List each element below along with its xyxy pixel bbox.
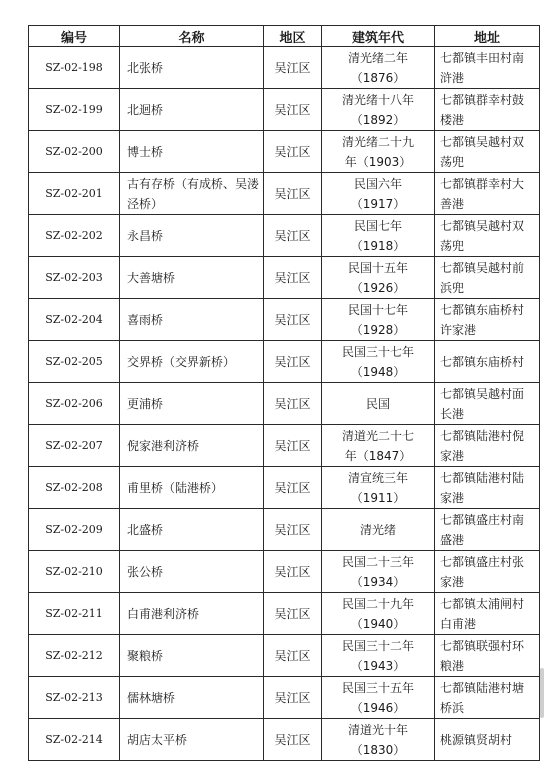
cell-address: 七都镇太浦闸村白甫港 — [435, 593, 540, 635]
cell-name: 永昌桥 — [120, 215, 264, 257]
header-name: 名称 — [120, 26, 264, 47]
cell-code: SZ-02-205 — [29, 341, 120, 383]
header-area: 地区 — [264, 26, 322, 47]
cell-code: SZ-02-198 — [29, 47, 120, 89]
cell-code: SZ-02-209 — [29, 509, 120, 551]
cell-year: 民国七年 （1918） — [322, 215, 435, 257]
cell-area: 吴江区 — [264, 47, 322, 89]
cell-area: 吴江区 — [264, 593, 322, 635]
table-row — [29, 89, 540, 131]
cell-code: SZ-02-200 — [29, 131, 120, 173]
cell-address: 七都镇吴越村双荡兜 — [435, 131, 540, 173]
table-row — [29, 425, 540, 467]
cell-name: 更浦桥 — [120, 383, 264, 425]
cell-area: 吴江区 — [264, 215, 322, 257]
cell-area: 吴江区 — [264, 425, 322, 467]
cell-year: 民国十七年 （1928） — [322, 299, 435, 341]
cell-name: 北盛桥 — [120, 509, 264, 551]
table-row — [29, 719, 540, 761]
cell-name: 大善塘桥 — [120, 257, 264, 299]
cell-area: 吴江区 — [264, 257, 322, 299]
cell-area: 吴江区 — [264, 677, 322, 719]
cell-address: 七都镇吴越村前浜兜 — [435, 257, 540, 299]
cell-year: 民国二十三年 （1934） — [322, 551, 435, 593]
cell-name: 张公桥 — [120, 551, 264, 593]
cell-address: 七都镇盛庄村张家港 — [435, 551, 540, 593]
cell-area: 吴江区 — [264, 509, 322, 551]
cell-code: SZ-02-214 — [29, 719, 120, 761]
cell-address: 七都镇陆港村倪家港 — [435, 425, 540, 467]
cell-year: 清光绪二十九 年（1903） — [322, 131, 435, 173]
table-row — [29, 467, 540, 509]
table-row — [29, 509, 540, 551]
cell-address: 七都镇联强村环粮港 — [435, 635, 540, 677]
cell-year: 民国三十五年 （1946） — [322, 677, 435, 719]
cell-area: 吴江区 — [264, 299, 322, 341]
cell-address: 七都镇盛庄村南盛港 — [435, 509, 540, 551]
cell-year: 民国十五年 （1926） — [322, 257, 435, 299]
cell-year: 民国 — [322, 383, 435, 425]
cell-name: 儒林塘桥 — [120, 677, 264, 719]
cell-name: 喜雨桥 — [120, 299, 264, 341]
bridge-table — [28, 25, 540, 761]
cell-address: 七都镇吴越村面长港 — [435, 383, 540, 425]
cell-address: 七都镇丰田村南浒港 — [435, 47, 540, 89]
cell-area: 吴江区 — [264, 551, 322, 593]
cell-year: 清宣统三年 （1911） — [322, 467, 435, 509]
table-row — [29, 257, 540, 299]
cell-code: SZ-02-203 — [29, 257, 120, 299]
cell-year: 民国三十七年 （1948） — [322, 341, 435, 383]
table-row — [29, 635, 540, 677]
table-row — [29, 593, 540, 635]
cell-name: 倪家港利济桥 — [120, 425, 264, 467]
header-year: 建筑年代 — [322, 26, 435, 47]
scrollbar[interactable] — [540, 668, 544, 718]
cell-area: 吴江区 — [264, 383, 322, 425]
cell-area: 吴江区 — [264, 635, 322, 677]
table-row — [29, 47, 540, 89]
table-row — [29, 173, 540, 215]
cell-area: 吴江区 — [264, 341, 322, 383]
header-code: 编号 — [29, 26, 120, 47]
cell-year: 民国六年 （1917） — [322, 173, 435, 215]
table-row — [29, 341, 540, 383]
cell-code: SZ-02-199 — [29, 89, 120, 131]
table-row — [29, 677, 540, 719]
cell-name: 聚粮桥 — [120, 635, 264, 677]
cell-address: 七都镇东庙桥村 — [435, 341, 540, 383]
cell-name: 胡店太平桥 — [120, 719, 264, 761]
cell-year: 清光绪 — [322, 509, 435, 551]
cell-address: 七都镇群幸村鼓楼港 — [435, 89, 540, 131]
cell-area: 吴江区 — [264, 89, 322, 131]
cell-year: 民国二十九年 （1940） — [322, 593, 435, 635]
cell-area: 吴江区 — [264, 173, 322, 215]
table-row — [29, 383, 540, 425]
header-row — [29, 26, 540, 47]
table-row — [29, 299, 540, 341]
cell-area: 吴江区 — [264, 719, 322, 761]
table-row — [29, 215, 540, 257]
cell-area: 吴江区 — [264, 467, 322, 509]
cell-address: 七都镇东庙桥村许家港 — [435, 299, 540, 341]
cell-year: 清光绪二年 （1876） — [322, 47, 435, 89]
table-row — [29, 131, 540, 173]
cell-code: SZ-02-210 — [29, 551, 120, 593]
cell-code: SZ-02-202 — [29, 215, 120, 257]
cell-name: 白甫港利济桥 — [120, 593, 264, 635]
cell-address: 七都镇吴越村双荡兜 — [435, 215, 540, 257]
cell-code: SZ-02-206 — [29, 383, 120, 425]
cell-year: 清道光十年 （1830） — [322, 719, 435, 761]
cell-address: 桃源镇贤胡村 — [435, 719, 540, 761]
cell-name: 博士桥 — [120, 131, 264, 173]
cell-code: SZ-02-211 — [29, 593, 120, 635]
cell-name: 古有存桥（有成桥、吴溇泾桥） — [120, 173, 264, 215]
cell-name: 交界桥（交界新桥） — [120, 341, 264, 383]
header-address: 地址 — [435, 26, 540, 47]
cell-name: 北迴桥 — [120, 89, 264, 131]
cell-code: SZ-02-207 — [29, 425, 120, 467]
cell-year: 清光绪十八年 （1892） — [322, 89, 435, 131]
cell-year: 民国三十二年 （1943） — [322, 635, 435, 677]
cell-address: 七都镇陆港村陆家港 — [435, 467, 540, 509]
cell-code: SZ-02-208 — [29, 467, 120, 509]
cell-code: SZ-02-204 — [29, 299, 120, 341]
cell-year: 清道光二十七 年（1847） — [322, 425, 435, 467]
cell-name: 甫里桥（陆港桥） — [120, 467, 264, 509]
cell-area: 吴江区 — [264, 131, 322, 173]
table-row — [29, 551, 540, 593]
cell-address: 七都镇陆港村塘桥浜 — [435, 677, 540, 719]
cell-code: SZ-02-213 — [29, 677, 120, 719]
cell-name: 北张桥 — [120, 47, 264, 89]
cell-code: SZ-02-212 — [29, 635, 120, 677]
cell-address: 七都镇群幸村大善港 — [435, 173, 540, 215]
cell-code: SZ-02-201 — [29, 173, 120, 215]
